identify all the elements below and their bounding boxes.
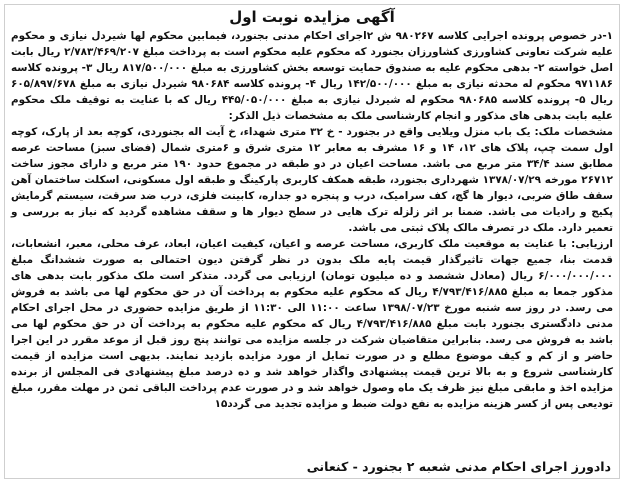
newspaper-notice [4,4,620,479]
notice-title: آگهی مزایده نوبت اول [229,8,395,26]
notice-paragraph-valuation: ارزیابی: با عنایت به موقعیت ملک کاربری، مساحت عرصه و اعیان، کیفیت اعیان، ابعاد، عرف محلی، معبر، انشعابات، قدمت بنا، جمیع جهات تاثیرگذار قیمت پایه ملک بدون در نظر گرفتن دیون احتمالی به صورت ششدانگ مبلغ ۶/۰۰۰/۰۰۰/۰۰۰ ریال (معادل ششصد و ده میلیون تومان) ارزیابی می گردد. متذکر است ملک مذکور بابت بدهی های مذکور جمعا به مبلغ ۴/۷۹۳/۴۱۶/۸۸۵ ریال که محکوم علیه محکوم به پرداخت آن در حق محکوم لها می باشد به فروش می رسد. در روز سه شنبه مورخ ۱۳۹۸/۰۷/۲۳ ساعت ۱۱:۰۰ الی ۱۱:۳۰ از طریق مزایده حضوری در محل اجرای احکام مدنی دادگستری بجنورد بابت مبلغ ۴/۷۹۳/۴۱۶/۸۸۵ ریال که محکوم علیه محکوم به پرداخت آن در حق محکوم لها می باشد به فروش می رسد. بنابراین متقاضیان شرکت در جلسه مزایده می توانند پنج روز قبل از موعد مقرر در این اجرا حاضر و از کم و کیف موضوع مطلع و در صورت تمایل از مورد مزایده بازدید نمایند. بدیهی است مزایده از قیمت کارشناسی شروع و به بالا ترین قیمت پیشنهادی واگذار خواهد شد و ده درصد مبلغ پیشنهادی فی المجلس از برنده مزایده اخذ و مابقی مبلغ نیز ظرف یک ماه وصول خواهد شد و در صورت عدم پرداخت الباقی ثمن در مهلت مقرر، مبلغ تودیعی پس از کسر هزینه مزایده به نفع دولت ضبط و مزایده تجدید می گردد۱۵ [11,238,614,410]
notice-paragraph-case-details: ۱-در خصوص پرونده اجرایی کلاسه ۹۸۰۲۶۷ ش ۲اجرای احکام مدنی بجنورد، فیمابین محکوم لها شیردل نیازی و محکوم علیه شرکت تعاونی کشاورزی کشاورزان بجنورد که محکوم علیه محکوم است به پرداخت مبلغ ۲/۷۸۳/۴۶۹/۲۰۷ ریال بابت اصل خواسته ۲- بدهی محکوم علیه به صندوق حمایت توسعه بخش کشاورزی به مبلغ ۸۱۷/۵۰۰/۰۰۰ ریال ۳- پرونده کلاسه ۹۷۱۱۸۶ محکوم له محدثه نیازی به مبلغ ۱۴۲/۵۰۰/۰۰۰ ریال ۴- پرونده کلاسه ۹۸۰۶۸۴ شیردل نیازی به مبلغ ۶۰۵/۸۹۷/۶۷۸ ریال ۵- پرونده کلاسه ۹۸۰۶۸۵ محکوم له شیردل نیازی به مبلغ ۴۴۵/۰۵۰/۰۰۰ ریال که با عنایت به توقیف ملک محکوم علیه بابت بدهی های مذکور و انجام کارشناسی ملک به مشخصات ذیل الذکر: [11,30,614,122]
notice-paragraph-property-specs: مشخصات ملک: یک باب منزل ویلایی واقع در بجنورد - خ ۳۲ متری شهداء، خ آیت اله بجنوردی، کوچه بعد از پارک، کوچه اول سمت چپ، پلاک های ۱۲، ۱۴ و ۱۶ مشرف به معابر ۱۲ متری شرق و ۶متری شمال (فضای سبز) مساحت عرصه مطابق سند ۳۴/۴ متر مربع می باشد. مساحت اعیان در دو طبقه در مجموع حدود ۱۹۰ متر مربع و دارای مجوز ساخت ۲۶۷۱۲ مورخه ۱۳۷۸/۰۷/۲۹ شهرداری بجنورد، طبقه همکف کاربری پارکینگ و طبقه اول مسکونی، اسکلت ساختمان آهن سقف طاق ضربی، دیوار ها گچ، کف سرامیک، درب و پنجره دو جداره، کابینت فلزی، درب ضد سرقت، سیستم گرمایش پکیج و رادیات می باشد. ضمنا بر اثر زلزله ترک هایی در سطح دیوار ها و سقف مشاهده گردید که نیاز به بررسی و تعمیر دارد. ملک در تصرف مالک پلاک ثبتی می باشد. [11,126,614,234]
notice-signature: دادورز اجرای احکام مدنی شعبه ۲ بجنورد - کنعانی [306,459,611,474]
